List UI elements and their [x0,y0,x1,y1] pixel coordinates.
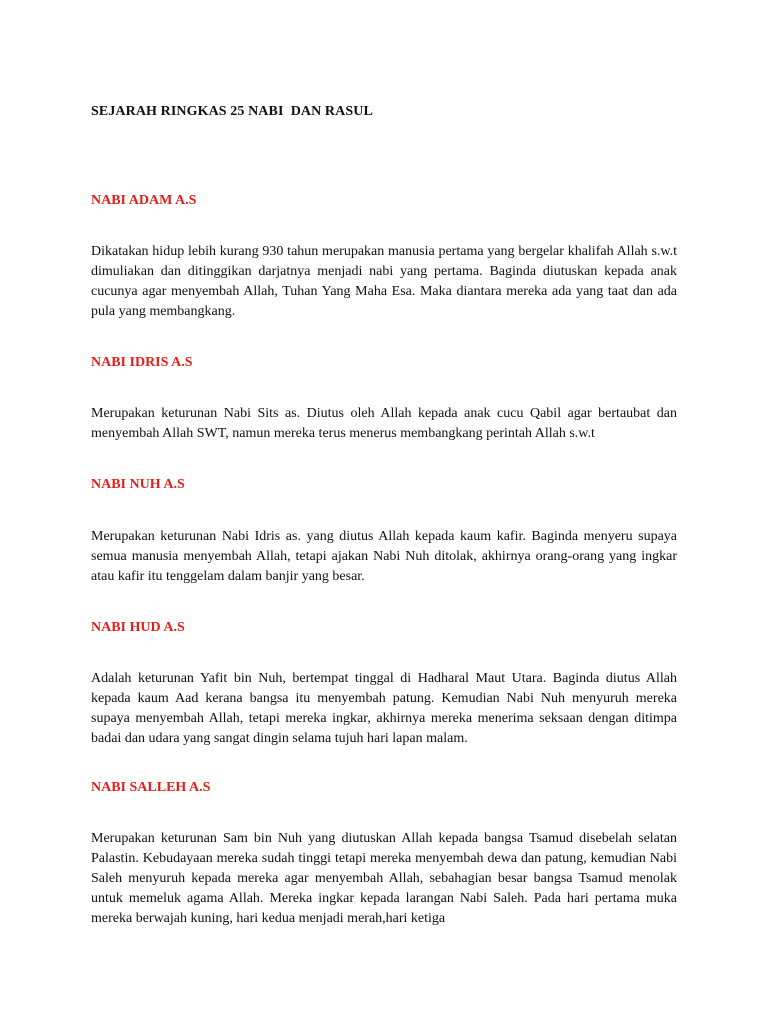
section-body-nuh: Merupakan keturunan Nabi Idris as. yang diutus Allah kepada kaum kafir. Baginda menyeru supaya semua manusia menyembah Allah, tetapi ajakan Nabi Nuh ditolak, akhirnya orang-orang yang ingkar atau kafir itu tenggelam dalam banjir yang besar. [91,529,677,584]
section-heading-nuh: NABI NUH A.S [91,477,185,492]
section-heading-adam: NABI ADAM A.S [91,193,197,208]
document-title: SEJARAH RINGKAS 25 NABI DAN RASUL [91,104,373,119]
section-heading-idris: NABI IDRIS A.S [91,355,193,370]
section-body-adam: Dikatakan hidup lebih kurang 930 tahun merupakan manusia pertama yang bergelar khalifah Allah s.w.t dimuliakan dan ditinggikan darjatnya menjadi nabi yang pertama. Baginda diutuskan kepada anak cucunya agar menyembah Allah, Tuhan Yang Maha Esa. Maka diantara mereka ada yang taat dan ada pula yang membangkang. [91,244,677,319]
section-heading-hud: NABI HUD A.S [91,620,185,635]
section-body-idris: Merupakan keturunan Nabi Sits as. Diutus oleh Allah kepada anak cucu Qabil agar bertaubat dan menyembah Allah SWT, namun mereka terus menerus membangkang perintah Allah s.w.t [91,406,677,441]
section-heading-salleh: NABI SALLEH A.S [91,780,211,795]
section-body-salleh: Merupakan keturunan Sam bin Nuh yang diutuskan Allah kepada bangsa Tsamud disebelah selatan Palastin. Kebudayaan mereka sudah tinggi tetapi mereka menyembah dewa dan patung, kemudian Nabi Saleh menyuruh kepada mereka agar menyembah Allah, sebahagian besar bangsa Tsamud menolak untuk memeluk agama Allah. Mereka ingkar kepada larangan Nabi Saleh. Pada hari pertama muka mereka berwajah kuning, hari kedua menjadi merah,hari ketiga [91,831,677,926]
section-body-hud: Adalah keturunan Yafit bin Nuh, bertempat tinggal di Hadharal Maut Utara. Baginda diutus Allah kepada kaum Aad kerana bangsa itu menyembah patung. Kemudian Nabi Nuh menyuruh mereka supaya menyembah Allah, tetapi mereka ingkar, akhirnya mereka menerima seksaan dengan ditimpa badai dan udara yang sangat dingin selama tujuh hari lapan malam. [91,671,677,746]
